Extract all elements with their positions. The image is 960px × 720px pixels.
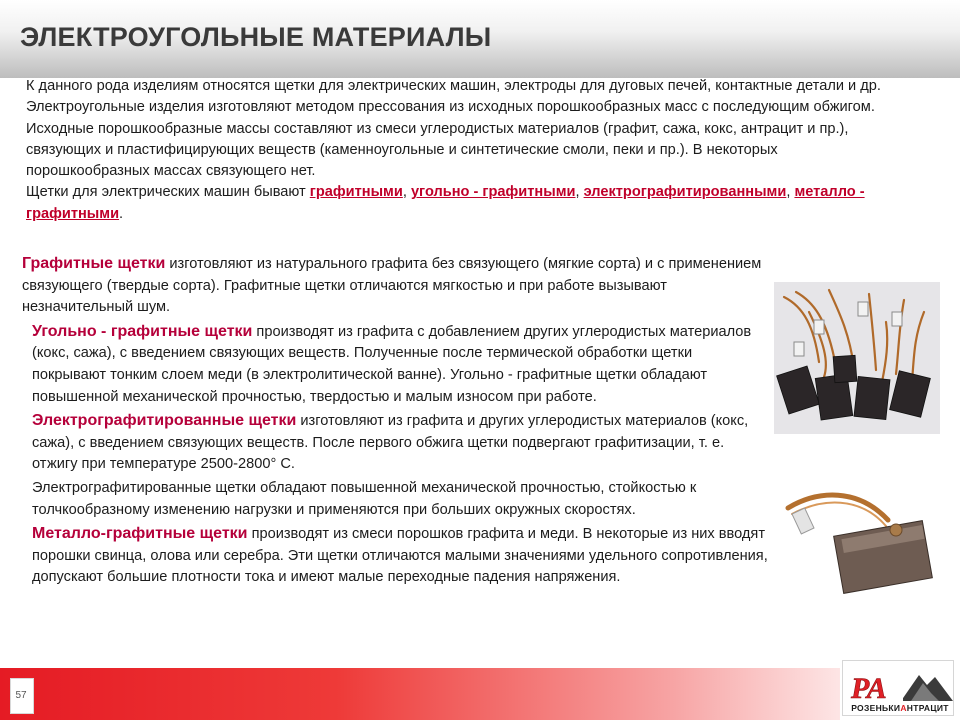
section-electrographite bbox=[22, 410, 770, 476]
intro-paragraph-2: Исходные порошкообразные массы составляют из смеси углеродистых материалов (графит, сажа, кокс, антрацит и пр.), связующих и пластифицирующих веществ (каменноугольные и синтетические смоли, пеки и пр.). В некоторых порошкообразных массах связующего нет. bbox=[26, 120, 849, 180]
intro-paragraph-1: К данного рода изделиям относятся щетки для электрических машин, электроды для дуговых печей, контактные детали и др. Электроугольные изделия изготовляют методом прессования из исходных порошкообразных масс с последующим обжигом. bbox=[26, 78, 881, 116]
logo-caption-start: РОЗЕНЬКИ bbox=[851, 703, 901, 713]
section-metal-graphite bbox=[22, 523, 770, 589]
footer-band bbox=[0, 668, 840, 720]
heading-electrographite-brushes: Электрографитированные щетки bbox=[32, 412, 297, 430]
separator-3: , bbox=[786, 184, 795, 201]
brush-descriptions bbox=[22, 253, 770, 591]
brush-types-lead: Щетки для электрических машин бывают bbox=[26, 184, 310, 201]
intro-text bbox=[18, 76, 898, 225]
logo-caption bbox=[848, 703, 952, 713]
logo-letters: РА bbox=[851, 672, 887, 705]
carbon-brushes-illustration bbox=[774, 282, 940, 434]
logo-caption-accent: А bbox=[900, 703, 907, 713]
page-number: 57 bbox=[15, 690, 27, 701]
separator-1: , bbox=[402, 184, 411, 201]
single-brush-illustration bbox=[778, 480, 940, 628]
logo-caption-end: НТРАЦИТ bbox=[906, 703, 949, 713]
heading-graphite-brushes: Графитные щетки bbox=[22, 255, 166, 272]
logo-mark-icon bbox=[843, 661, 955, 705]
text-carbon-graphite-brushes: производят из графита с добавлением других углеродистых материалов (кокс, сажа), с введением связующих веществ. Полученные после термической обработки щетки покрывают тонким слоем меди (в электролитической ванне). Угольно - графитные щетки обладают повышенной механической прочностью, твердостью и малым износом при работе. bbox=[32, 323, 752, 405]
heading-carbon-graphite-brushes: Угольно - графитные щетки bbox=[32, 322, 253, 340]
link-electrographite-brushes[interactable]: электрографитированными bbox=[583, 184, 787, 201]
page-title: ЭЛЕКТРОУГОЛЬНЫЕ МАТЕРИАЛЫ bbox=[20, 22, 492, 52]
link-metal-graphite-brushes[interactable]: металло - графитными bbox=[26, 184, 865, 222]
separator-2: , bbox=[575, 184, 584, 201]
section-carbon-graphite bbox=[22, 321, 770, 408]
heading-metal-graphite-brushes: Металло-графитные щетки bbox=[32, 525, 248, 543]
intro-paragraph-3 bbox=[18, 182, 898, 225]
link-graphite-brushes[interactable]: графитными bbox=[309, 184, 403, 201]
carbon-brushes-photo bbox=[774, 282, 940, 434]
single-brush-photo bbox=[778, 480, 940, 628]
section-graphite bbox=[22, 253, 770, 319]
text-metal-graphite-brushes: производят из смеси порошков графита и меди. В некоторые из них вводят порошки свинца, олова или серебра. Эти щетки отличаются малыми значениями удельного сопротивления, допускают большие плотности тока и имеют малые переходные падения напряжения. bbox=[32, 526, 768, 586]
text-electrographite-brushes: изготовляют из графита и других углеродистых материалов (кокс, сажа), с введением связующих веществ. После первого обжига щетки подвергают графитизации, т. е. отжигу при температуре 2500-2800° С. bbox=[32, 413, 749, 473]
section-electrographite-properties: Электрографитированные щетки обладают повышенной механической прочностью, стойкостью к толчкообразному изменению нагрузки и применяются при больших окружных скоростях. bbox=[32, 479, 697, 518]
text-graphite-brushes: изготовляют из натурального графита без связующего (мягкие сорта) и с применением связующего (твердые сорта). Графитные щетки отличаются мягкостью и при работе вызывают незначительный шум. bbox=[22, 256, 762, 316]
period: . bbox=[119, 205, 124, 222]
link-carbon-graphite-brushes[interactable]: угольно - графитными bbox=[410, 184, 576, 201]
